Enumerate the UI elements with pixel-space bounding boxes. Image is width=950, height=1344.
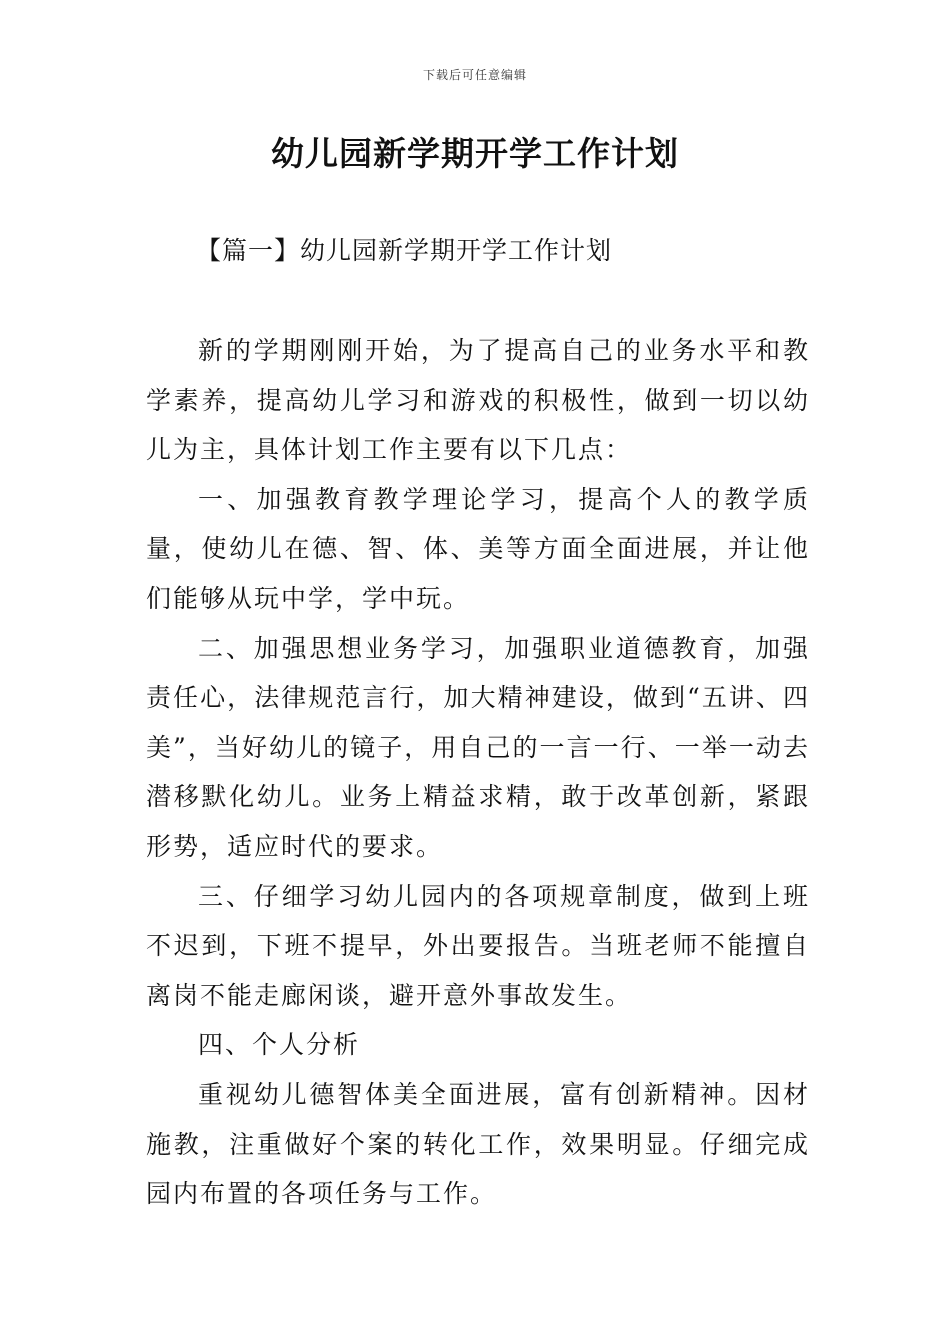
paragraph-point-3: 三、仔细学习幼儿园内的各项规章制度，做到上班不迟到，下班不提早，外出要报告。当班老师不能擅自离岗不能走廊闲谈，避开意外事故发生。 bbox=[146, 881, 810, 1010]
document-title: 幼儿园新学期开学工作计划 bbox=[271, 134, 679, 173]
document-body bbox=[146, 326, 810, 1219]
paragraph-point-2: 二、加强思想业务学习，加强职业道德教育，加强责任心，法律规范言行，加大精神建设，做到“五讲、四美”，当好幼儿的镜子，用自己的一言一行、一举一动去潜移默化幼儿。业务上精益求精，敢于改革创新，紧跟形势，适应时代的要求。 bbox=[146, 633, 810, 861]
section-title: 【篇一】幼儿园新学期开学工作计划 bbox=[196, 236, 613, 265]
paragraph-intro: 新的学期刚刚开始，为了提高自己的业务水平和教学素养，提高幼儿学习和游戏的积极性，做到一切以幼儿为主，具体计划工作主要有以下几点： bbox=[146, 336, 810, 465]
paragraph-analysis: 重视幼儿德智体美全面进展，富有创新精神。因材施教，注重做好个案的转化工作，效果明显。仔细完成园内布置的各项任务与工作。 bbox=[146, 1079, 810, 1209]
header-note: 下载后可任意编辑 bbox=[422, 68, 527, 82]
paragraph-point-1: 一、加强教育教学理论学习，提高个人的教学质量，使幼儿在德、智、体、美等方面全面进展，并让他们能够从玩中学，学中玩。 bbox=[146, 484, 810, 613]
paragraph-point-4-heading: 四、个人分析 bbox=[198, 1030, 361, 1060]
